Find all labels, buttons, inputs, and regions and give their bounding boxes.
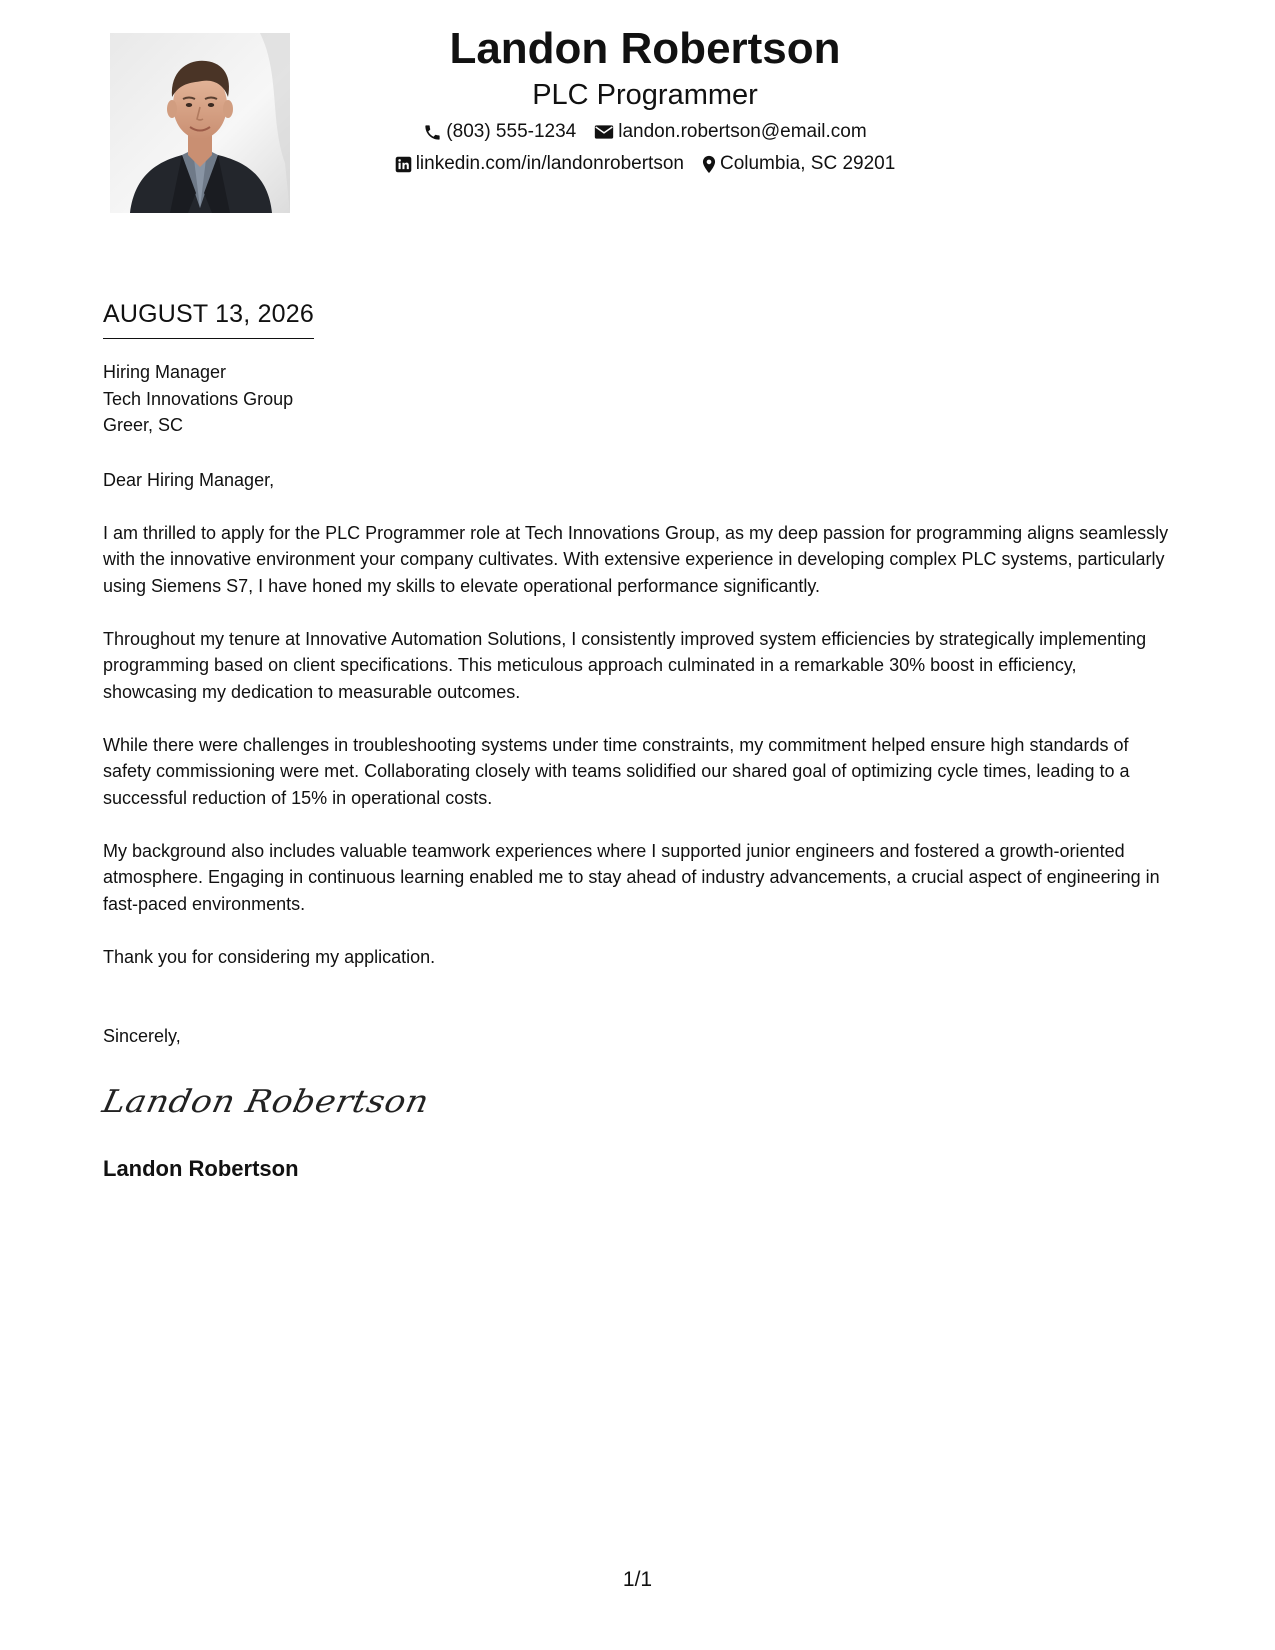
page-number: 1/1 (622, 1568, 653, 1591)
map-marker-icon (702, 155, 716, 174)
email-address: landon.robertson@email.com (618, 121, 867, 142)
header (330, 20, 960, 180)
contact-linkedin[interactable] (395, 148, 684, 180)
body-paragraph: My background also includes valuable teamwork experiences where I supported junior engineers and fostered a growth-oriented atmosphere. Engaging in continuous learning enabled me to stay ahead of industry advancements, a crucial aspect of engineering in fast-paced environments. (103, 840, 1160, 914)
contact-line-secondary (330, 148, 960, 180)
linkedin-icon (395, 156, 412, 173)
recipient-block (103, 359, 1175, 439)
phone-number: (803) 555-1234 (446, 121, 577, 142)
contact-email[interactable] (594, 116, 866, 148)
linkedin-url: linkedin.com/in/landonrobertson (415, 153, 684, 174)
phone-icon (423, 123, 442, 142)
signoff: Sincerely, (103, 1026, 181, 1046)
letter-body (99, 296, 1175, 1184)
closing-thanks: Thank you for considering my application. (103, 946, 436, 967)
envelope-icon (594, 124, 614, 140)
signature-text: Landon Robertson (99, 1083, 433, 1120)
body-paragraph: While there were challenges in troubleshooting systems under time constraints, my commitment helped ensure high standards of safety commissioning were met. Collaborating closely with teams solidified our shared goal of optimizing cycle times, leading to a successful reduction of 15% in operational costs. (103, 734, 1130, 808)
recipient-line: Tech Innovations Group (103, 388, 294, 409)
contact-line-primary (330, 116, 960, 148)
location-text: Columbia, SC 29201 (719, 153, 896, 174)
job-title: PLC Programmer (532, 79, 758, 111)
contact-phone[interactable] (423, 116, 576, 148)
profile-photo-illustration (110, 33, 290, 213)
body-paragraph: I am thrilled to apply for the PLC Programmer role at Tech Innovations Group, as my deep passion for programming aligns seamlessly with the innovative environment your company cultivates. With extensive experience in developing complex PLC systems, particularly using Siemens S7, I have honed my skills to elevate operational performance significantly. (103, 522, 1169, 596)
profile-photo (110, 33, 290, 213)
recipient-line: Hiring Manager (103, 362, 227, 382)
signed-name: Landon Robertson (103, 1155, 299, 1181)
recipient-line: Greer, SC (103, 415, 184, 435)
salutation: Dear Hiring Manager, (103, 469, 275, 490)
handwritten-signature (99, 1078, 1175, 1126)
applicant-name: Landon Robertson (449, 24, 841, 73)
contact-location (702, 148, 895, 180)
body-paragraph: Throughout my tenure at Innovative Automation Solutions, I consistently improved system efficiencies by strategically implementing programming based on client specifications. This meticulous approach culminated in a remarkable 30% boost in efficiency, showcasing my dedication to measurable outcomes. (103, 628, 1147, 702)
letter-date: AUGUST 13, 2026 (103, 296, 314, 339)
